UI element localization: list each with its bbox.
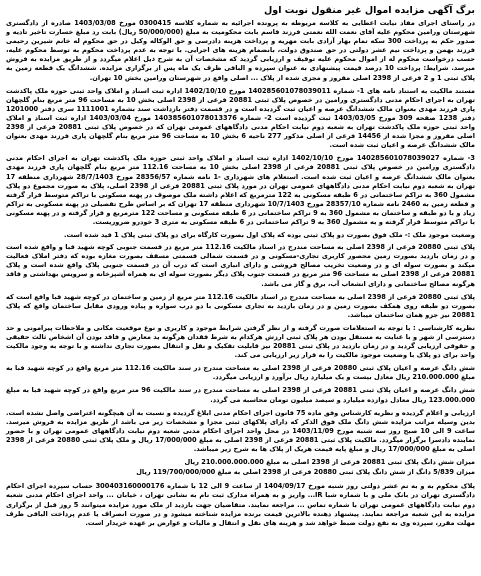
paragraph-plot-20880: پلاک ثبتی 20880 فرعی از 2398 اصلی به مساحت مندرج در اسناد مالکیت 112.16 متر مربع در قسمت جنوبی کوچه شهید قبا و واقع شده است و در زمان بازدید بصورت زمین محصور کاربری تجاری-مسکونی و در قسمت شمالی قسمتی مسقف بصورت مغازه بوده که دفتر املاک فعالیت میکند و بصورت سوله ای و در وضعیت تخریب مصالح فروشی و دارای انباری است که درب آن در قسمت جنوبی پلاک واقع شده است و پلاک 20881 فرعی از 2398 اصلی به مساحت 96 متر مربع در قسمت جنوب پلاک دیگر بصورت سوله ای به همراه آشپزخانه و سرویس بهداشتی و فاقد هرگونه مصالح ساختمانی و دارای انشعاب آب، برق و گاز می باشد.	[6, 243, 476, 288]
paragraph-inquiries: 3- شماره 140285601078039027 مورخ 1402/10/10 اداره ثبت اسناد و املاک واحد ثبتی حوزه ملک پاکدشت تهران به اجرای احکام مدنی دادگستری ورامین در خصوص پلاک ثبتی 20881 فرعی از 2398 اصلی بخش 10 به مساحت 112.16 متر مربع بنام گلچهان پاری فرزند مهدی بعنوان مالک ششدانگ عرصه و اعیان ثبت شده است. استعلام های شهرداری -1 نامه شماره 28356/57 مورخ 28/7/1403 شهرداری منطقه 17 تهران به شعبه دوم نیابت احکام مدنی دادگاههای عمومی تهران در مورد پلاک ثبتی 20881 فرعی از 2398 اصلی، پلاک به صورت مجموع دو پلاک مشمول 360 به تراکم ساختمانی در 6 طبقه مسکونی به 122 مترمربع که اعلام داشته ملک موصوف در پهنه مسکونی با تراکم متوسط قرار گرفته و قطعه زمین به 2460 نامه شماره 28357/10 مورخ 10/7/1403 شهرداری منطقه 17 تهران که بر اساس طرح تفصیلی در پهنه مسکونی به تراکم زیاد و با دو طبقه و ساختمان به مشمول 360 به 9 تراکم ساختمانی در 6 طبقه مسکونی و مساحت 122 مترمربع و قرار گرفته و در پهنه مسکونی با تراکم متوسط قرار گرفته و به مشمول 360 به 9 تراکم ساختمانی در 6 طبقه مسکونی به متری 3 خودرو ضروریست.	[6, 154, 475, 226]
paragraph-auction-terms: ارزیابی و اعلام گردیده و نظریه کارشناس وفق ماده 75 قانون اجرای احکام مدنی ابلاغ گردیده و نسبت به آن هیچگونه اعتراضی واصل نشده است. بدین وسیله مراتب مزایده شش دانگ ملک فوق الذکر که دارای پلاکهای ثبتی مجزا و مشخصات زیر می باشد از طریق مزایده به فروش میرسد. ساعت 9 الی 10 صبح روز سه شنبه مورخ 1403/11/09 در محل واحد اجرای احکام مدنی شعبه دوم نیابت دادگاههای عمومی تهران و با حضور نماینده دادسرا برگزار میگردد. مالکیت پلاک ثبتی 20881 فرعی از 2398 اصلی به مبلغ 17/000/000 ریال و ملک پلاک ثبتی 20880 فرعی از 2398 اصلی به مبلغ 17/000/000 ریال و مبلغ پایه قیمت هریک از پلاک ها به شرح زیر میباشد.	[6, 408, 475, 454]
paragraph-registration: پلاک محکوم به و به تم عشر دولتی روز شنبه مورخ 1404/09/17 از ساعت 9 الی 12 با شماره 300403160000176 حساب سپرده اجرای احکام دادگستری تهران در بانک ملی و با شماره شبا IR... واریز و به همراه مدارک ثبت نام به نشانی تهران ، خیابان ... واحد اجرای احکام مدنی شعبه دوم نیابت دادگاههای عمومی تهران با شماره تماس ... مراجعه نمایند. متقاضیان جهت بازدید از ملک مورد مزایده میتوانند 5 روز قبل از برگزاری مزایده به این شعبه مراجعه نمایند. پیشنهاد دهنده بالاترین قیمت برنده مزایده شناخته میشود و در صورت انصراف یا عدم پرداخت الباقی ظرف مهلت مقرر، سپرده وی به نفع دولت ضبط خواهد شد و هزینه های نقل و انتقال و مالیات و عوارض بر عهده خریدار است.	[6, 482, 475, 527]
amount-line-2: میزان 5/839 دانگ از شش دانگ پلاک ثبتی 20880 فرعی از 2398 اصلی به مبلغ 119/700/000/000 ریال	[136, 468, 475, 477]
paragraph-valuation-2: شش دانگ عرصه و اعیان پلاک ثبتی 20881 فرعی از 2398 اصلی به مساحت مندرج در سند مالکیت 96 متر مربع واقع در کوچه شهید قبا به مبلغ 123.000.000 ریال معادل دوازده میلیارد و سیصد میلیون تومان محاسبه می گردد.	[6, 386, 475, 404]
amount-line-1: میزان شش دانگ پلاک ثبتی 20881 فرعی از 2398 اصلی به مبلغ 210.000.000.000 ریال	[184, 458, 475, 467]
paragraph-valuation-1: شش دانگ عرصه و اعیان پلاک ثبتی 20880 فرعی از 2398 اصلی به مساحت مندرج در سند مالکیت 112.16 متر مربع واقع در کوچه شهید قبا به مبلغ 210.000.000 ریال معادل بیست و یک میلیارد ریال برآورد و ارزیابی میگردد.	[6, 364, 475, 382]
paragraph-status: وضعیت موجود ملک :- ملک فوق بصورت دو پلاک ثبتی بوده که پلاک اول بصورت کارگاه برای دو پلاک ثبتی پلاک 1 قید شده است.	[63, 231, 475, 240]
paragraph-expert-opinion: نظریه کارشناسی : با توجه به استعلامات صورت گرفته و از نظر گرفتن شرایط موجود و کاربری و نوع موقعیت مکانی و ملاحظات پیرامونی و حد دسترسی از شهر و با عنایت به مستقل بودن هر پلاک ثبتی ارزش هرکدام به شرط فقدان هرگونه ید معارض و فاقد بودن آن اشخاص ثالث حقیقی و حقوقی ارزیابی گردید و در زمان بازدید در پلاک ثبتی 20881 نیز قابلیت تفکیک و نقل و انتقال بصورت تجاری نداشته و با توجه به وجود مالکیت واحد برای دو پلاک با وضعیت موجود مالکیت را به قرار زیر ارزیابی می کند.	[6, 323, 475, 360]
notice-title: برگ آگهی مزایده اموال غیر منقول نوبت اول	[264, 5, 475, 16]
paragraph-plot-20881: پلاک ثبتی 20880 فرعی از 2398 اصلی به مساحت مندرج در اسناد مالکیت 112.16 متر مربع از زمین و ساختمان در کوچه شهید قبا واقع است که بصورت دو طبقه روی همکف بصورت زمین و در زمان بازدید به تجاری مسکونی با دو درب سواره و پیاده ورودی مقابل ساختمان واقع که پلاک 20881 نیز جزو همان ساختمان میباشد.	[6, 292, 475, 319]
paragraph-ownership: مستند مالکیت به استناد نامه های 1- شماره 140285601078039011 مورخ 1402/10/10 اداره ثبت اسناد و املاک واحد ثبتی حوزه ملک پاکدشت تهران به اجرای احکام مدنی دادگستری ورامین در خصوص پلاک ثبتی 20881 فرعی از 2398 اصلی بخش 10 به مساحت 96 متر مربع بنام گلچهان پاری فرزند مهدی بعنوان مالک ششدانگ عرصه و اعیان ثبت گردیده است و در قسمت دفتر بازداشت سند بشماره 1111001 سری دفتر 1201000 دفتر 1238 صفحه 309 مورخ 1403/03/05 ثبت گردیده است 2- شماره 140385601078013376 مورخ 1403/03/04 اداره ثبت اسناد و املاک واحد ثبتی حوزه ملک پاکدشت تهران به شعبه دوم نیابت احکام مدنی دادگاههای عمومی تهران که در خصوص پلاک ثبتی 20881 فرعی از 2398 اصلی مفروز و مجزا شده از 14456 فرعی از اصلی مذکور 277 ناحیه 6 بخش 10 به مساحت 96 متر مربع بنام گلچهان پاری فرزند مهدی بعنوان مالک ششدانگ عرصه و اعیان ثبت شده است.	[6, 86, 476, 150]
paragraph-case-intro: در راستای اجرای مفاد نیابت اعطایی به کلاسه مربوطه به پرونده اجرائیه به شماره کلاسه 0300415 مورخ 1403/03/08 صادره از دادگستری شهرستان ورامین محکوم علیه آقای نعمت الله نعمتی فرزند قاسم بابت محکومیت به مبلغ (50/000/000 ریال) بابت رد مبلغ خسارت تاخیر تادیه و صدور حکم به پرداخت 300 سکه تمام بهار آزادی بابت مهریه و پرداخت هزینه دادرسی و حق الوکاله وکیل در حق محکوم له خانم شیرین رحیمی فرزند بهمن و پرداخت نیم عشر دولتی در حق صندوق دولت، بانضمام هزینه های اجرایی. با توجه به عدم پرداخت محکوم به توسط محکوم علیه، حسب درخواست محکوم له از اموال محکوم علیه توقیف و ارزیابی گردید که مشخصات آن به شرح ذیل اعلام میگردد و از طریق مزایده به فروش میرسد. شرایط: پرداخت 10 درصد قیمت پیشنهادی به عنوان سپرده و الباقی ظرف یک ماه پس از برگزاری مزایده. ششدانگ یک قطعه زمین به پلاک ثبتی 1 و 2 فرعی از 2398 اصلی مفروز و مجزی شده از پلاک ... اصلی واقع در شهرستان ورامین بخش 10 تهران.	[6, 19, 476, 82]
